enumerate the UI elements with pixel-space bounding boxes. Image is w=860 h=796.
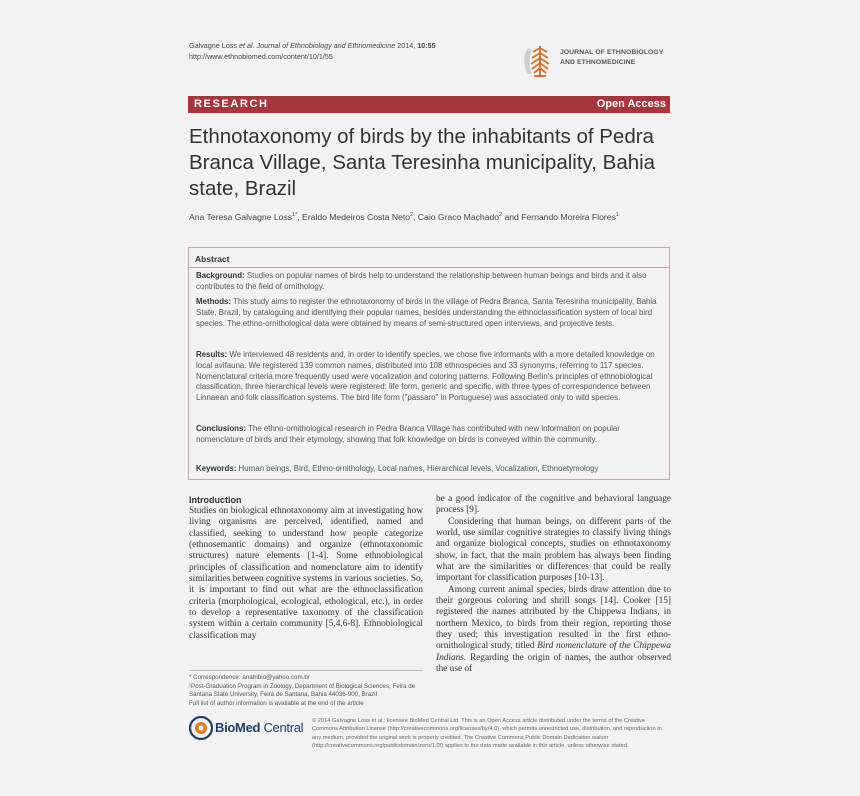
author-separator: , [297, 212, 303, 222]
citation-line [189, 40, 436, 51]
author-separator: and [502, 212, 522, 222]
abstract-heading: Abstract [195, 254, 230, 264]
citation-authors: Galvagne Loss [189, 41, 239, 50]
author-info-note: Full list of author information is available at the end of the article [189, 700, 364, 708]
body-column-right [436, 494, 671, 676]
abstract-methods [196, 297, 662, 329]
body-text: . Regarding the origin of names, the author observed the use of [436, 652, 671, 675]
body-column-left [189, 494, 423, 642]
body-text: Among current animal species, birds draw attention due to their gorgeous coloring and shrill songs [14]. Cooker [15] registered the names attributed by the Chippewa Indians, in northern Mexico, to birds from their region, reporting those they used; this investigation resulted in the first ethno-ornithological study, titled [436, 584, 671, 652]
cited-title: Bird nomenclature of the Chippewa Indians [436, 641, 671, 663]
correspondence-note: * Correspondence: anatribio@yahoo.com.br [189, 674, 310, 681]
research-banner [188, 96, 670, 113]
article-url[interactable]: http://www.ethnobiomed.com/content/10/1/55 [189, 52, 333, 61]
journal-name-line2: AND ETHNOMEDICINE [560, 59, 636, 66]
author-list [189, 212, 679, 222]
author-name: Caio Graco Machado [417, 212, 500, 222]
keywords-text: Human beings, Bird, Ethno-ornithology, Local names, Hierarchical levels, Vocalization, Ethnoetymology [236, 464, 599, 473]
journal-logo [520, 42, 680, 78]
affiliation-note: ¹Post-Graduation Program in Zoology, Department of Biological Sciences, Feira de Santana State University, Feira de Santana, Bahia 44036-900, Brazil [189, 682, 416, 699]
abstract-conclusions [196, 424, 662, 446]
section-heading-introduction: Introduction [189, 495, 242, 505]
keywords-label: Keywords: [196, 464, 237, 473]
abstract-box [188, 247, 670, 480]
background-label: Background: [196, 271, 245, 280]
conclusions-text: The ethno-ornithological research in Pedra Branca Village has contributed with new information on popular nomenclature of birds and their etymology, showing that folk knowledge on birds is conveyed within the community. [196, 424, 620, 444]
results-text: We interviewed 48 residents and, in order to identify species, we chose five informants with a more detailed knowledge on local avifauna. We registered 139 common names, distributed into 108 ethnospecies and 33 synonyms, referring to 117 species. Nomenclatural criteria more frequently used were vocalization and coloring patterns. Following Berlin's principles of ethnobiological classification, three hierarchical levels were registered: life form, generic and specific, with three types of correspondence between Linnaean and folk classification systems. The bird life form ("pássaro" in Portuguese) was associated only to wild species. [196, 350, 655, 403]
author-affiliation: 1 [615, 212, 619, 219]
citation-header [189, 40, 436, 62]
author-separator: , [413, 212, 418, 222]
publisher-name [215, 720, 303, 735]
biomed-central-icon [189, 716, 213, 740]
body-paragraph [436, 585, 671, 676]
publisher-name-rest: Central [260, 720, 304, 735]
license-text: © 2014 Galvagne Loss et al.; licensee BioMed Central Ltd. This is an Open Access article distributed under the terms of the Creative Commons Attribution License (http://creativecommons.org/licenses/by/4.0), which permits unrestricted use, distribution, and reproduction in any medium, provided the original work is properly credited. The Creative Commons Public Domain Dedication waiver (http://creativecommons.org/publicdomain/zero/1.0/) applies to the data made available in this article, unless otherwise stated. [312, 718, 662, 750]
citation-year: 2014, [395, 41, 418, 50]
journal-name [560, 48, 663, 68]
publisher-name-bold: BioMed [215, 720, 261, 735]
abstract-keywords [196, 464, 662, 475]
author-affiliation: 1* [292, 212, 298, 219]
abstract-divider [189, 267, 669, 268]
results-label: Results: [196, 350, 228, 359]
journal-name-line1: JOURNAL OF ETHNOBIOLOGY [560, 49, 664, 56]
methods-label: Methods: [196, 297, 232, 306]
citation-volume: 10:55 [417, 41, 436, 50]
journal-tree-icon [520, 42, 554, 78]
abstract-background [196, 271, 662, 293]
open-access-label: Open Access [596, 98, 666, 110]
footnotes [189, 674, 429, 709]
author-affiliation: 2 [499, 212, 503, 219]
citation-journal: Journal of Ethnobiology and Ethnomedicine [254, 41, 396, 50]
conclusions-label: Conclusions: [196, 424, 246, 433]
body-paragraph: Considering that human beings, on different parts of the world, use similar cognitive strategies to classify living things and organize biological concepts, studies on ethnotaxonomy show, in fact, that the main problem has always been finding what are the similarities or differences that could be really important for classification purposes [10-13]. [436, 516, 671, 584]
citation-etal: et al. [238, 41, 255, 50]
author-name: Eraldo Medeiros Costa Neto [302, 212, 410, 222]
author-name: Ana Teresa Galvagne Loss [189, 212, 293, 222]
methods-text: This study aims to register the ethnotaxonomy of birds in the village of Pedra Branca, Santa Teresinha municipality, Bahia State, Brazil, by cataloguing and identifying their popular names, besides understanding the ethnoclassification system of local bird species. The ethno-ornithological data were obtained by means of semi-structured open interviews, and projective tests. [196, 297, 657, 328]
body-paragraph: be a good indicator of the cognitive and behavioral language process [9]. [436, 494, 671, 516]
article-type-label: RESEARCH [194, 98, 269, 110]
abstract-results [196, 350, 662, 404]
article-title: Ethnotaxonomy of birds by the inhabitants of Pedra Branca Village, Santa Teresinha municipality, Bahia state, Brazil [189, 125, 656, 200]
publisher-logo [189, 714, 304, 742]
body-paragraph: Studies on biological ethnotaxonomy aim at investigating how living organisms are perceived, identified, named and classified, seeking to understand how people categorize (ethnosemantic domains) and organize (ethnotaxonomic structures) nature elements [1-4]. Some ethnobiological principles of classification and nomenclature aim to identify similarities between cognitive systems in various societies. So, it is important to find out what are the ethnoclassification criteria (morphological, ecological, ethological, etc.), in order to develop a representative taxonomy of the classification system within a certain community [5,4,6-8]. Ethnobiological classification may [189, 506, 423, 641]
footnote-divider [189, 670, 423, 671]
author-affiliation: 2 [409, 212, 414, 219]
author-name: Fernando Moreira Flores [521, 212, 616, 222]
background-text: Studies on popular names of birds help to understand the relationship between human beings and birds and it also contributes to the field of ornithology. [196, 271, 647, 291]
